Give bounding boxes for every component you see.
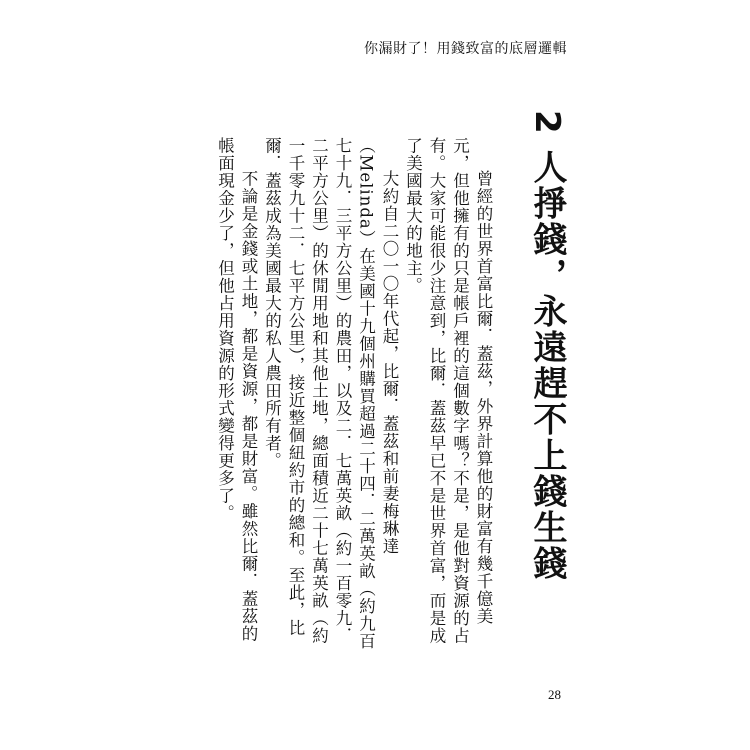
chapter-title: 2 人掙錢，永遠趕不上錢生錢 <box>527 110 567 582</box>
paragraph-2: 大約自二〇一〇年代起，比爾．蓋茲和前妻梅琳達（Melinda）在美國十九個州購買超過二十四．二萬英畝（約九百七十九．三平方公里）的農田，以及二．七萬英畝（約一百零九．二平方公里）的休閒用地和其他土地，總面積近二十七萬英畝（約一千零九十二．七平方公里），接近整個紐約市的總和。至此，比爾．蓋茲成為美國最大的私人農田所有者。 <box>262 137 399 650</box>
running-header: 你漏財了！用錢致富的底層邏輯 <box>364 41 567 57</box>
paragraph-1: 曾經的世界首富比爾．蓋茲，外界計算他的財富有幾千億美元，但他擁有的只是帳戶裡的這個數字嗎？不是，是他對資源的占有。大家可能很少注意到，比爾．蓋茲早已不是世界首富，而是成了美國最大的地主。 <box>403 137 493 645</box>
body-text <box>195 137 495 652</box>
page-number: 28 <box>548 687 561 702</box>
paragraph-3: 不論是金錢或土地，都是資源，都是財富。雖然比爾．蓋茲的帳面現金少了，但他占用資源的形式變得更多了。 <box>215 137 258 643</box>
